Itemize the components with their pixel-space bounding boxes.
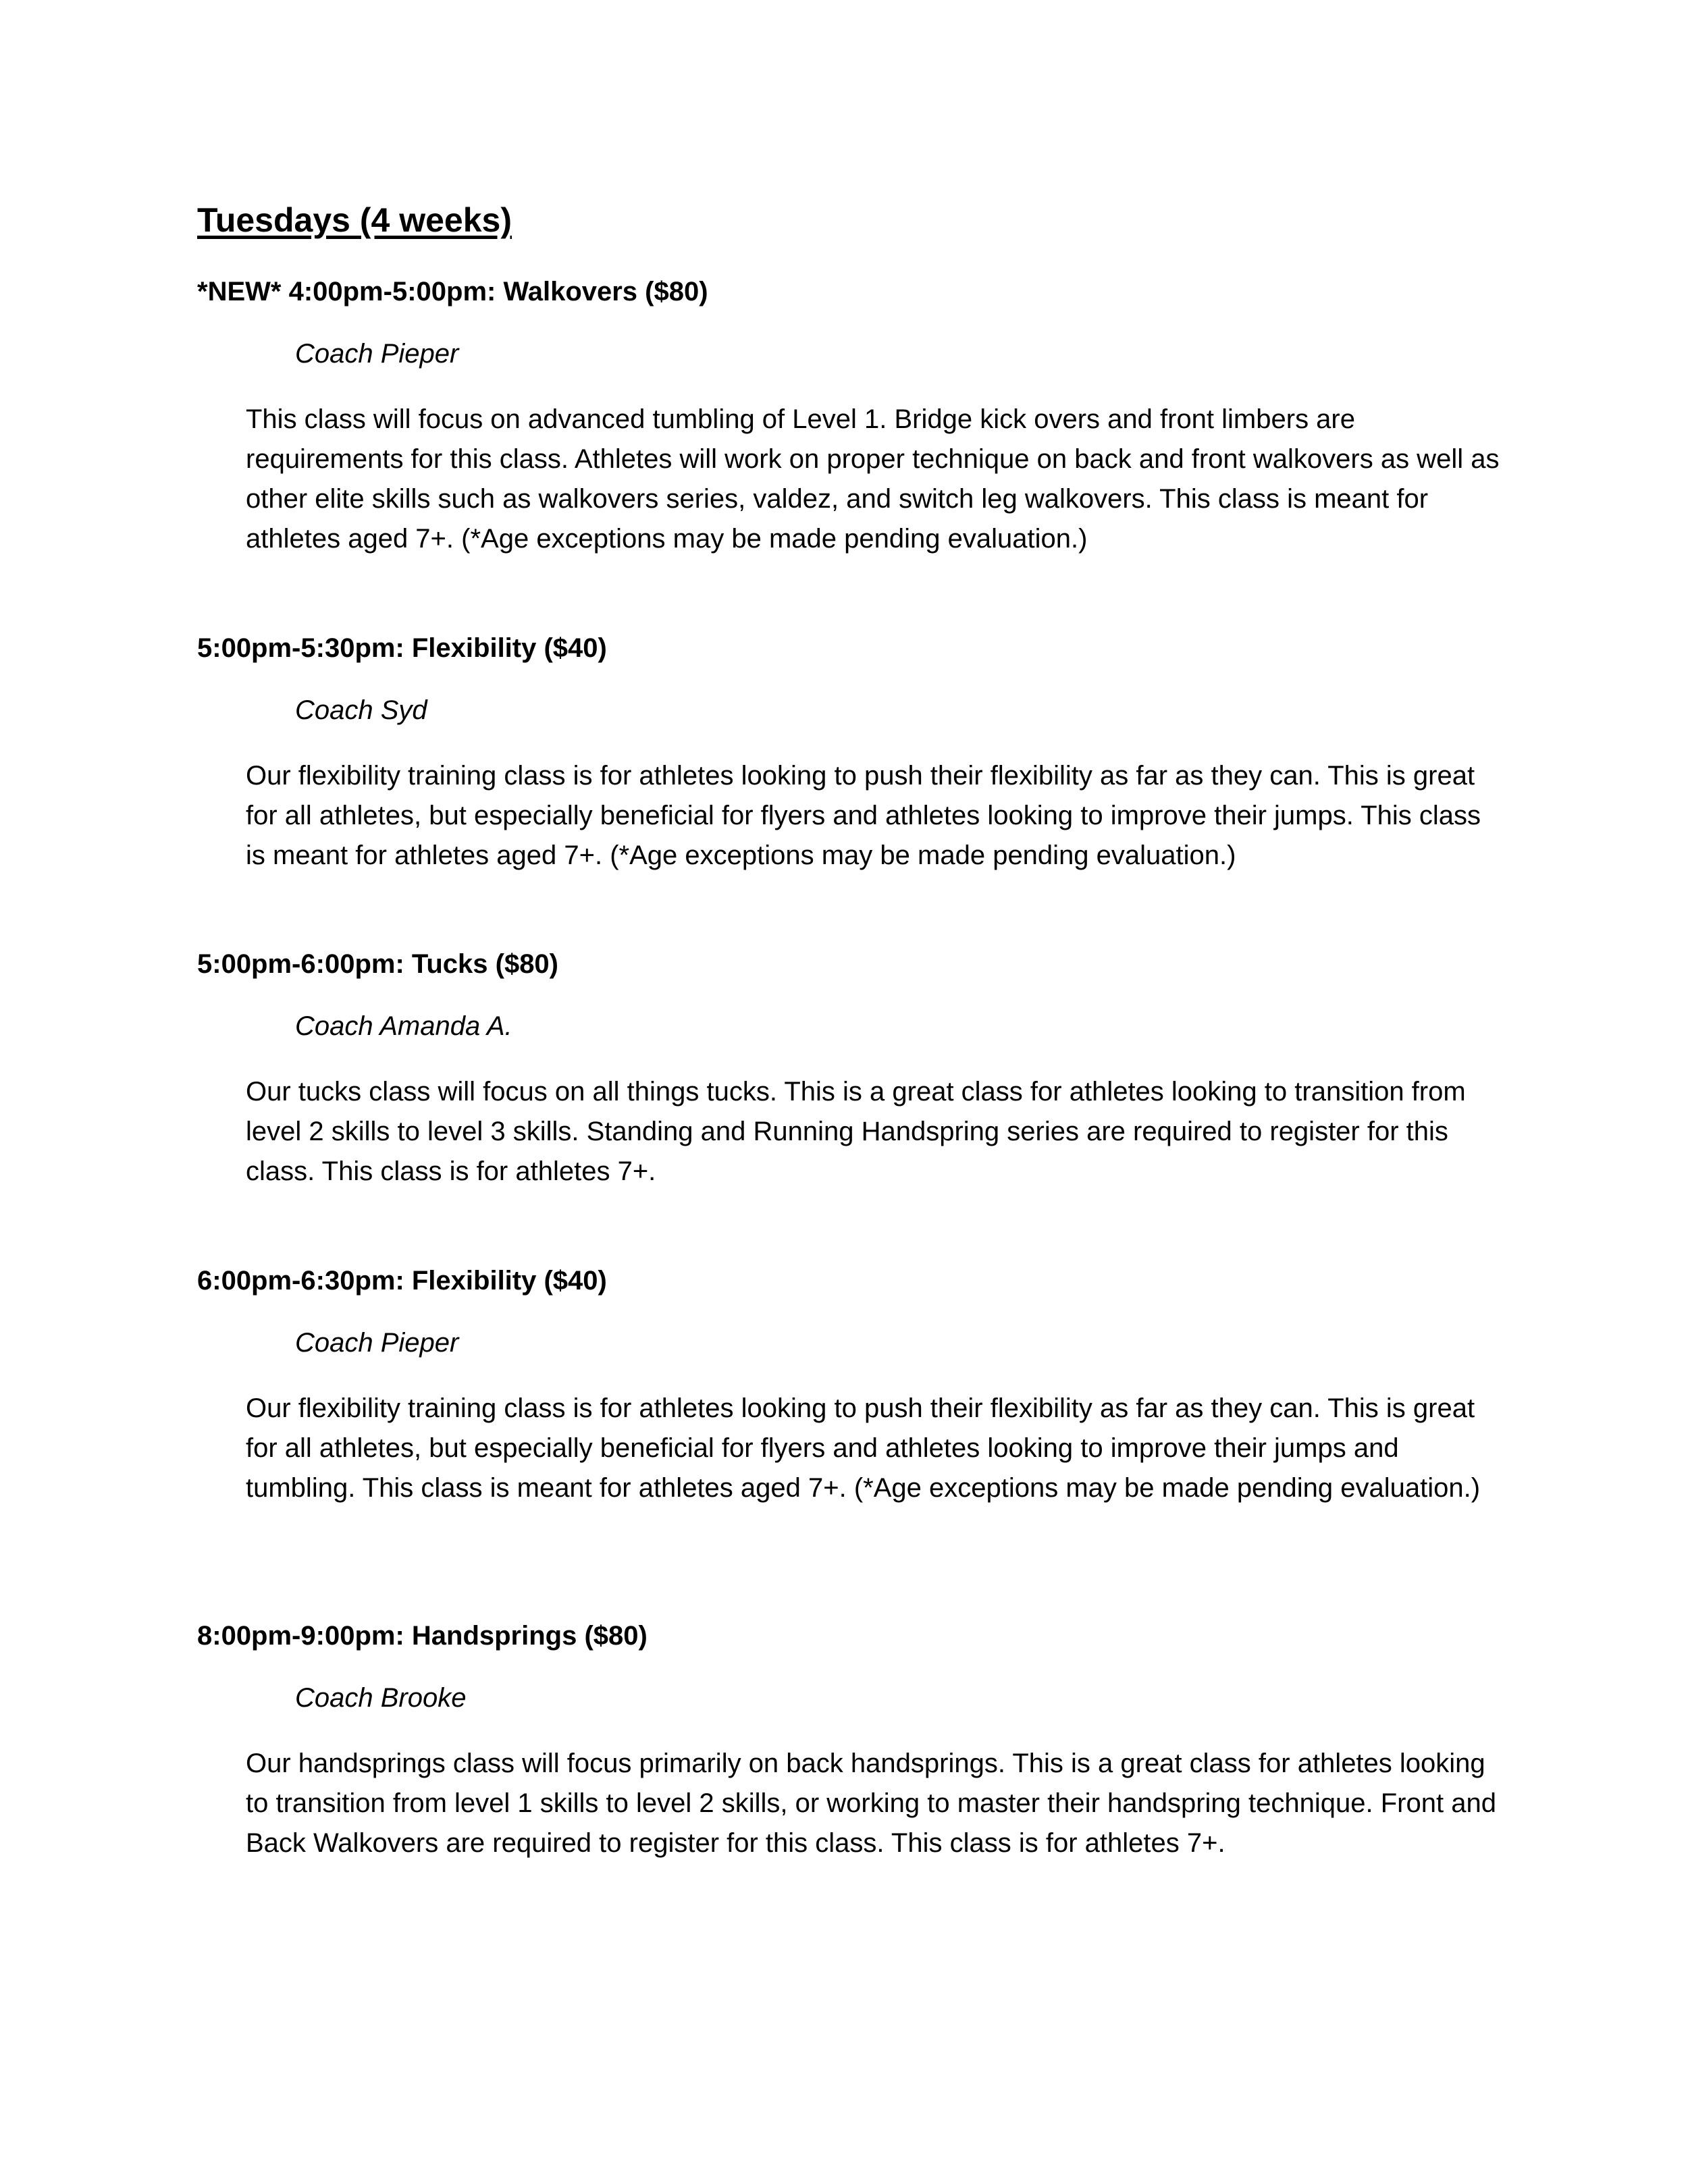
- class-description: Our flexibility training class is for athletes looking to push their flexibility as far as they can. This is great for all athletes, but especially beneficial for flyers and athletes looking to improve their jumps and tumbling. This class is meant for athletes aged 7+. (*Age exceptions may be made pending evaluation.): [246, 1393, 1481, 1503]
- class-heading: 5:00pm-5:30pm: Flexibility ($40): [197, 633, 607, 663]
- class-coach: Coach Pieper: [295, 1328, 459, 1358]
- class-description: Our tucks class will focus on all things tucks. This is a great class for athletes looking to transition from level 2 skills to level 3 skills. Standing and Running Handspring series are required to register for this class. This class is for athletes 7+.: [246, 1077, 1466, 1186]
- class-description: This class will focus on advanced tumbling of Level 1. Bridge kick overs and front limbers are requirements for this class. Athletes will work on proper technique on back and front walkovers as well as other elite skills such as walkovers series, valdez, and switch leg walkovers. This class is meant for athletes aged 7+. (*Age exceptions may be made pending evaluation.): [246, 404, 1500, 554]
- class-flexibility-pieper: [197, 1264, 1521, 1508]
- class-flexibility-syd: [197, 632, 1521, 876]
- class-tucks: [197, 948, 1521, 1192]
- page-title: Tuesdays (4 weeks): [197, 201, 512, 239]
- class-coach: Coach Syd: [295, 695, 427, 725]
- class-walkovers: [197, 275, 1521, 559]
- class-coach: Coach Pieper: [295, 339, 459, 369]
- class-coach: Coach Amanda A.: [295, 1011, 512, 1041]
- class-heading: *NEW* 4:00pm-5:00pm: Walkovers ($80): [197, 277, 708, 307]
- class-heading: 6:00pm-6:30pm: Flexibility ($40): [197, 1266, 607, 1296]
- class-heading: 8:00pm-9:00pm: Handsprings ($80): [197, 1621, 648, 1651]
- class-coach: Coach Brooke: [295, 1683, 467, 1713]
- class-description: Our flexibility training class is for athletes looking to push their flexibility as far as they can. This is great for all athletes, but especially beneficial for flyers and athletes looking to improve their jumps. This class is meant for athletes aged 7+. (*Age exceptions may be made pending evaluation.): [246, 761, 1481, 870]
- class-heading: 5:00pm-6:00pm: Tucks ($80): [197, 949, 558, 979]
- class-handsprings: [197, 1620, 1521, 1863]
- class-description: Our handsprings class will focus primarily on back handsprings. This is a great class for athletes looking to transition from level 1 skills to level 2 skills, or working to master their handspring technique. Front and Back Walkovers are required to register for this class. This class is for athletes 7+.: [246, 1749, 1496, 1858]
